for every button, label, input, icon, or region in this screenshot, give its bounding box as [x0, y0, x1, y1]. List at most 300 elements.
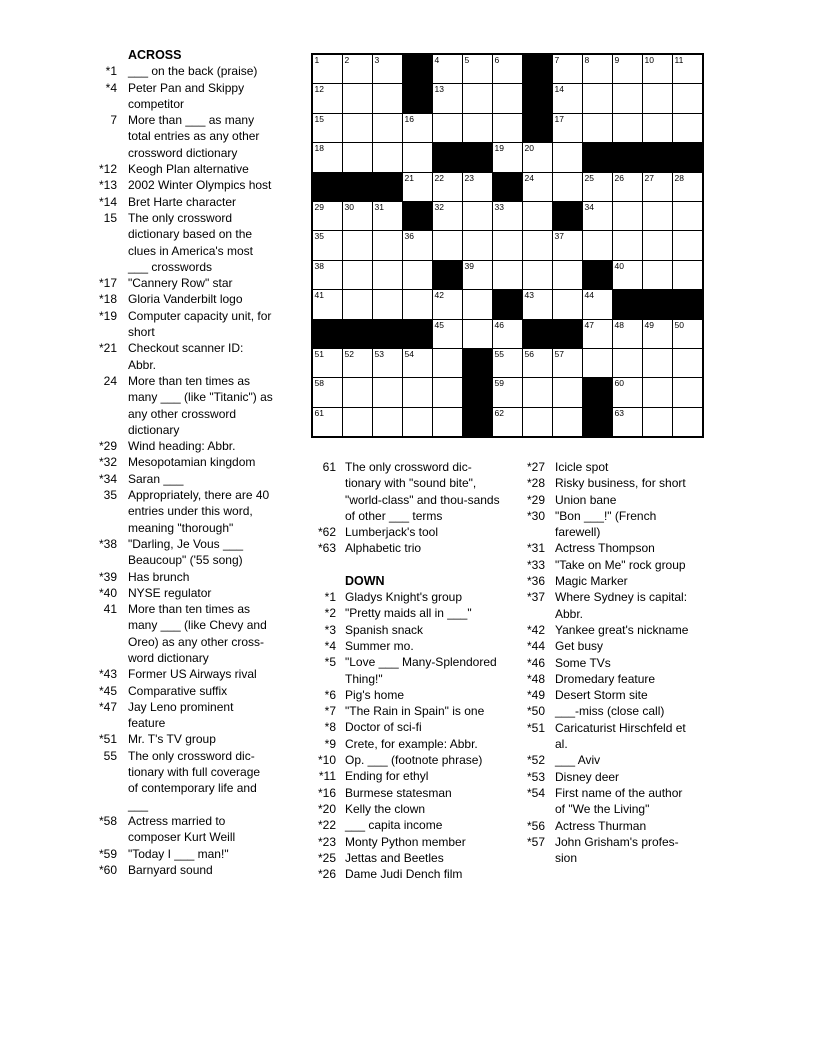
- cell-number: 3: [374, 55, 380, 65]
- clue-number: *17: [98, 276, 117, 291]
- clue-text: Where Sydney is capital: Abbr.: [555, 590, 688, 621]
- clue-number: *18: [98, 292, 117, 307]
- grid-cell: [583, 202, 612, 230]
- clue-number: *19: [98, 308, 117, 323]
- clue-number: *4: [324, 638, 336, 653]
- clue-number: *25: [317, 850, 336, 865]
- clue-text: Caricaturist Hirschfeld et al.: [555, 720, 686, 752]
- down-clue: [307, 768, 503, 784]
- clue-text: Appropriately, there are 40 entries under this word, meaning "thorough": [128, 488, 270, 535]
- clue-text: "Cannery Row" star: [128, 276, 233, 291]
- grid-cell: [583, 55, 612, 83]
- grid-cell: [373, 378, 402, 406]
- grid-cell: [373, 408, 402, 436]
- grid-cell: [643, 173, 672, 201]
- grid-cell: [433, 378, 462, 406]
- cell-number: 13: [434, 84, 444, 95]
- across-clue: [84, 699, 273, 732]
- clue-number: *34: [98, 471, 117, 486]
- across-clue: [84, 340, 273, 373]
- grid-cell: [433, 84, 462, 112]
- clue-text: Spanish snack: [345, 622, 424, 637]
- down-clue: [514, 540, 695, 556]
- down-clue: [514, 459, 695, 475]
- black-cell: [583, 261, 612, 289]
- black-cell: [613, 143, 642, 171]
- grid-cell: [553, 173, 582, 201]
- grid-cell: [313, 231, 342, 259]
- grid-cell: [403, 261, 432, 289]
- across-clue: [84, 748, 273, 813]
- grid-cell: [493, 143, 522, 171]
- grid-cell: [583, 231, 612, 259]
- black-cell: [643, 290, 672, 318]
- clue-text: Magic Marker: [555, 574, 628, 589]
- cell-number: 41: [314, 290, 324, 301]
- grid-cell: [373, 349, 402, 377]
- clue-text: Jettas and Beetles: [345, 850, 444, 865]
- across-clue: [84, 275, 273, 291]
- clue-text: Peter Pan and Skippy competitor: [128, 80, 245, 111]
- across-clues-column: [84, 47, 273, 878]
- black-cell: [313, 173, 342, 201]
- grid-cell: [553, 84, 582, 112]
- down-clue: [307, 785, 503, 801]
- clue-text: Desert Storm site: [555, 688, 648, 703]
- grid-cell: [403, 378, 432, 406]
- down-clue: [307, 817, 503, 833]
- grid-cell: [343, 261, 372, 289]
- down-clue: [307, 638, 503, 654]
- down-clue: [307, 654, 503, 687]
- black-cell: [463, 378, 492, 406]
- cell-number: 37: [554, 231, 564, 242]
- clue-text: More than ___ as many total entries as any other crossword dictionary: [128, 113, 260, 160]
- clue-number: *30: [526, 508, 545, 523]
- grid-cell: [343, 378, 372, 406]
- cell-number: 59: [494, 378, 504, 389]
- cell-number: 10: [644, 55, 654, 65]
- down-clue: [307, 850, 503, 866]
- clue-number: *29: [98, 439, 117, 454]
- grid-cell: [373, 143, 402, 171]
- grid-cell: [313, 349, 342, 377]
- across-clue: [84, 210, 273, 275]
- grid-cell: [343, 202, 372, 230]
- grid-cell: [403, 231, 432, 259]
- grid-cell: [613, 408, 642, 436]
- down-clue: [514, 785, 695, 818]
- grid-cell: [583, 173, 612, 201]
- across-clue: [84, 585, 273, 601]
- grid-cell: [523, 378, 552, 406]
- grid-cell: [373, 55, 402, 83]
- clue-number: *46: [526, 655, 545, 670]
- down-clue: [514, 475, 695, 491]
- across-clue: [84, 666, 273, 682]
- cell-number: 14: [554, 84, 564, 95]
- clue-text: Former US Airways rival: [128, 667, 257, 682]
- across-clue: [84, 731, 273, 747]
- grid-cell: [373, 202, 402, 230]
- cell-number: 34: [584, 201, 594, 212]
- grid-cell: [403, 173, 432, 201]
- clue-number: *51: [98, 732, 117, 747]
- clue-number: *12: [98, 162, 117, 177]
- clue-number: 41: [103, 602, 117, 617]
- clue-number: *2: [324, 606, 336, 621]
- clue-text: "Pretty maids all in ___": [345, 606, 472, 621]
- cell-number: 51: [314, 348, 324, 359]
- clue-number: *29: [526, 492, 545, 507]
- cell-number: 42: [434, 290, 444, 301]
- cell-number: 2: [344, 55, 350, 65]
- clue-text: Saran ___: [128, 471, 184, 486]
- grid-cell: [433, 290, 462, 318]
- grid-cell: [613, 261, 642, 289]
- grid-cell: [613, 202, 642, 230]
- black-cell: [583, 408, 612, 436]
- grid-cell: [313, 290, 342, 318]
- cell-number: 26: [614, 172, 624, 183]
- grid-cell: [343, 408, 372, 436]
- grid-cell: [433, 320, 462, 348]
- clue-number: *50: [526, 704, 545, 719]
- clue-text: Yankee great's nickname: [555, 622, 689, 637]
- across-clue: [84, 683, 273, 699]
- clue-number: *42: [526, 622, 545, 637]
- down-clue: [514, 687, 695, 703]
- across-clue: [84, 112, 273, 161]
- clue-number: *9: [324, 736, 336, 751]
- down-clue-list-continued: [514, 459, 695, 866]
- black-cell: [673, 143, 702, 171]
- across-clue: [307, 540, 503, 556]
- cell-number: 17: [554, 113, 564, 124]
- clue-text: Kelly the clown: [345, 801, 426, 816]
- grid-cell: [403, 349, 432, 377]
- grid-cell: [313, 261, 342, 289]
- grid-cell: [433, 408, 462, 436]
- clue-number: 61: [322, 460, 336, 474]
- grid-cell: [433, 202, 462, 230]
- grid-cell: [613, 231, 642, 259]
- grid-cell: [463, 320, 492, 348]
- grid-cell: [313, 408, 342, 436]
- cell-number: 1: [314, 55, 320, 65]
- clue-text: "Love ___ Many-Splendored Thing!": [345, 655, 497, 686]
- grid-cell: [643, 55, 672, 83]
- cell-number: 44: [584, 290, 594, 301]
- cell-number: 39: [464, 260, 474, 271]
- across-clue: [84, 471, 273, 487]
- clue-number: *14: [98, 194, 117, 209]
- grid-cell: [613, 114, 642, 142]
- grid-cell: [433, 173, 462, 201]
- across-clue-list-continued: [307, 459, 503, 557]
- cell-number: 48: [614, 319, 624, 330]
- clue-text: Checkout scanner ID: Abbr.: [128, 341, 244, 372]
- grid-cell: [433, 114, 462, 142]
- cell-number: 18: [314, 143, 324, 154]
- across-clue: [84, 177, 273, 193]
- clue-text: John Grisham's profes-sion: [555, 834, 679, 866]
- down-clue: [307, 605, 503, 621]
- clue-text: Gladys Knight's group: [345, 590, 463, 605]
- clue-number: *4: [105, 80, 117, 95]
- clue-text: Dame Judi Dench film: [345, 867, 463, 882]
- clue-text: Monty Python member: [345, 834, 466, 849]
- grid-cell: [313, 114, 342, 142]
- cell-number: 16: [404, 113, 414, 124]
- grid-cell: [523, 349, 552, 377]
- clue-text: Doctor of sci-fi: [345, 720, 422, 735]
- grid-cell: [343, 231, 372, 259]
- down-clue: [514, 720, 695, 753]
- grid-cell: [493, 114, 522, 142]
- clue-number: *45: [98, 683, 117, 698]
- clue-text: Some TVs: [555, 655, 611, 670]
- cell-number: 29: [314, 201, 324, 212]
- grid-cell: [463, 261, 492, 289]
- cell-number: 54: [404, 348, 414, 359]
- clue-text: "Darling, Je Vous ___ Beaucoup" ('55 song): [128, 536, 243, 568]
- cell-number: 46: [494, 319, 504, 330]
- cell-number: 21: [404, 172, 414, 183]
- cell-number: 28: [674, 172, 684, 183]
- clue-text: Alphabetic trio: [345, 541, 422, 556]
- across-clue: [307, 459, 503, 524]
- grid-cell: [373, 114, 402, 142]
- grid-cell: [313, 84, 342, 112]
- black-cell: [583, 378, 612, 406]
- clue-text: ___-miss (close call): [555, 704, 665, 719]
- clue-text: 2002 Winter Olympics host: [128, 178, 272, 193]
- clue-text: Actress married to composer Kurt Weill: [128, 813, 236, 845]
- cell-number: 52: [344, 348, 354, 359]
- black-cell: [403, 202, 432, 230]
- clue-number: *37: [526, 590, 545, 605]
- grid-cell: [463, 84, 492, 112]
- cell-number: 8: [584, 55, 590, 65]
- cell-number: 32: [434, 201, 444, 212]
- grid-cell: [553, 143, 582, 171]
- black-cell: [463, 408, 492, 436]
- across-clue-list: [84, 63, 273, 878]
- grid-cell: [553, 378, 582, 406]
- grid-cell: [643, 202, 672, 230]
- grid-cell: [553, 290, 582, 318]
- clue-number: *58: [98, 813, 117, 828]
- clue-number: *11: [318, 769, 336, 784]
- across-clue: [84, 308, 273, 341]
- grid-cell: [613, 84, 642, 112]
- clue-text: Has brunch: [128, 569, 190, 584]
- across-clue: [84, 536, 273, 569]
- down-clue: [514, 655, 695, 671]
- grid-cell: [493, 202, 522, 230]
- clue-text: Computer capacity unit, for short: [128, 308, 272, 340]
- grid-cell: [463, 231, 492, 259]
- grid-cell: [673, 114, 702, 142]
- black-cell: [553, 202, 582, 230]
- black-cell: [403, 55, 432, 83]
- black-cell: [523, 55, 552, 83]
- grid-cell: [523, 202, 552, 230]
- black-cell: [343, 320, 372, 348]
- clue-number: *7: [324, 704, 336, 719]
- down-clue: [307, 703, 503, 719]
- clue-text: More than ten times as many ___ (like Chevy and Oreo) as any other cross-word dictionary: [128, 602, 267, 665]
- across-clue: [84, 569, 273, 585]
- grid-cell: [343, 55, 372, 83]
- down-clues-column-continued: [514, 459, 695, 866]
- cell-number: 53: [374, 348, 384, 359]
- grid-cell: [373, 290, 402, 318]
- black-cell: [313, 320, 342, 348]
- clue-number: 35: [103, 488, 117, 503]
- clue-number: 15: [103, 210, 117, 225]
- grid-cell: [343, 290, 372, 318]
- clue-text: The only crossword dic-tionary with "sound bite", "world-class" and thou-sands of other ___ terms: [345, 460, 500, 523]
- clue-number: *54: [526, 785, 545, 800]
- black-cell: [493, 290, 522, 318]
- cell-number: 58: [314, 378, 324, 389]
- down-clue: [514, 589, 695, 622]
- clue-number: *62: [317, 525, 336, 540]
- grid-cell: [463, 173, 492, 201]
- clue-text: Ending for ethyl: [345, 769, 429, 784]
- clue-number: *13: [98, 178, 117, 193]
- grid-cell: [553, 231, 582, 259]
- clue-number: *32: [98, 455, 117, 470]
- clue-text: Summer mo.: [345, 638, 414, 653]
- clue-text: The only crossword dictionary based on the clues in America's most ___ crosswords: [128, 210, 253, 274]
- grid-cell: [493, 378, 522, 406]
- grid-cell: [343, 143, 372, 171]
- clue-number: *40: [98, 585, 117, 600]
- clue-number: *63: [317, 541, 336, 556]
- down-clue: [514, 752, 695, 768]
- grid-cell: [313, 143, 342, 171]
- down-clue: [514, 622, 695, 638]
- cell-number: 7: [554, 55, 560, 65]
- black-cell: [433, 143, 462, 171]
- cell-number: 23: [464, 172, 474, 183]
- cell-number: 49: [644, 319, 654, 330]
- grid-cell: [523, 290, 552, 318]
- grid-cell: [553, 261, 582, 289]
- down-clue: [307, 589, 503, 605]
- grid-cell: [673, 55, 702, 83]
- clue-text: Keogh Plan alternative: [128, 162, 249, 177]
- cell-number: 24: [524, 172, 534, 183]
- middle-clues-column: [307, 459, 503, 882]
- clue-number: *59: [98, 846, 117, 861]
- down-clue: [514, 703, 695, 719]
- cell-number: 60: [614, 378, 624, 389]
- clue-number: *47: [98, 699, 117, 714]
- black-cell: [403, 320, 432, 348]
- clue-number: *20: [317, 801, 336, 816]
- grid-cell: [463, 114, 492, 142]
- grid-cell: [553, 408, 582, 436]
- clue-number: *52: [526, 753, 545, 768]
- cell-number: 62: [494, 407, 504, 418]
- grid-cell: [553, 55, 582, 83]
- down-clue: [514, 492, 695, 508]
- down-clue: [307, 752, 503, 768]
- black-cell: [343, 173, 372, 201]
- clue-number: *22: [317, 818, 336, 833]
- black-cell: [523, 320, 552, 348]
- grid-cell: [313, 55, 342, 83]
- cell-number: 11: [674, 55, 684, 65]
- grid-cell: [433, 349, 462, 377]
- grid-cell: [643, 261, 672, 289]
- crossword-grid: [311, 53, 704, 438]
- clue-number: *43: [98, 667, 117, 682]
- cell-number: 57: [554, 348, 564, 359]
- clue-number: *51: [526, 720, 545, 735]
- clue-text: Op. ___ (footnote phrase): [345, 753, 483, 768]
- cell-number: 9: [614, 55, 620, 65]
- cell-number: 5: [464, 55, 470, 65]
- grid-cell: [673, 408, 702, 436]
- grid-cell: [463, 202, 492, 230]
- black-cell: [493, 173, 522, 201]
- grid-cell: [343, 114, 372, 142]
- clue-text: Dromedary feature: [555, 671, 656, 686]
- clue-text: ___ capita income: [345, 818, 443, 833]
- clue-text: "Bon ___!" (French farewell): [555, 508, 657, 540]
- grid-cell: [583, 320, 612, 348]
- clue-number: *1: [324, 590, 336, 605]
- across-clue: [84, 487, 273, 536]
- grid-cell: [673, 173, 702, 201]
- clue-text: Gloria Vanderbilt logo: [128, 292, 243, 307]
- grid-cell: [493, 55, 522, 83]
- across-header: ACROSS: [128, 48, 182, 62]
- across-clue: [84, 438, 273, 454]
- clue-text: Icicle spot: [555, 460, 609, 474]
- clue-text: Mesopotamian kingdom: [128, 455, 256, 470]
- black-cell: [373, 320, 402, 348]
- clue-number: *16: [317, 785, 336, 800]
- black-cell: [403, 84, 432, 112]
- clue-text: Mr. T's TV group: [128, 732, 216, 747]
- grid-cell: [643, 320, 672, 348]
- down-clue: [307, 801, 503, 817]
- cell-number: 25: [584, 172, 594, 183]
- cell-number: 33: [494, 201, 504, 212]
- grid-cell: [613, 320, 642, 348]
- clue-text: "Take on Me" rock group: [555, 557, 686, 572]
- across-clue: [84, 813, 273, 846]
- cell-number: 6: [494, 55, 500, 65]
- clue-number: *44: [526, 639, 545, 654]
- clue-number: *21: [98, 341, 117, 356]
- cell-number: 56: [524, 348, 534, 359]
- grid-cell: [523, 143, 552, 171]
- grid-cell: [673, 202, 702, 230]
- black-cell: [523, 84, 552, 112]
- across-clue: [84, 862, 273, 878]
- clue-text: First name of the author of "We the Living": [555, 785, 683, 817]
- across-clue: [84, 601, 273, 666]
- clue-text: Bret Harte character: [128, 194, 237, 209]
- down-clue: [514, 671, 695, 687]
